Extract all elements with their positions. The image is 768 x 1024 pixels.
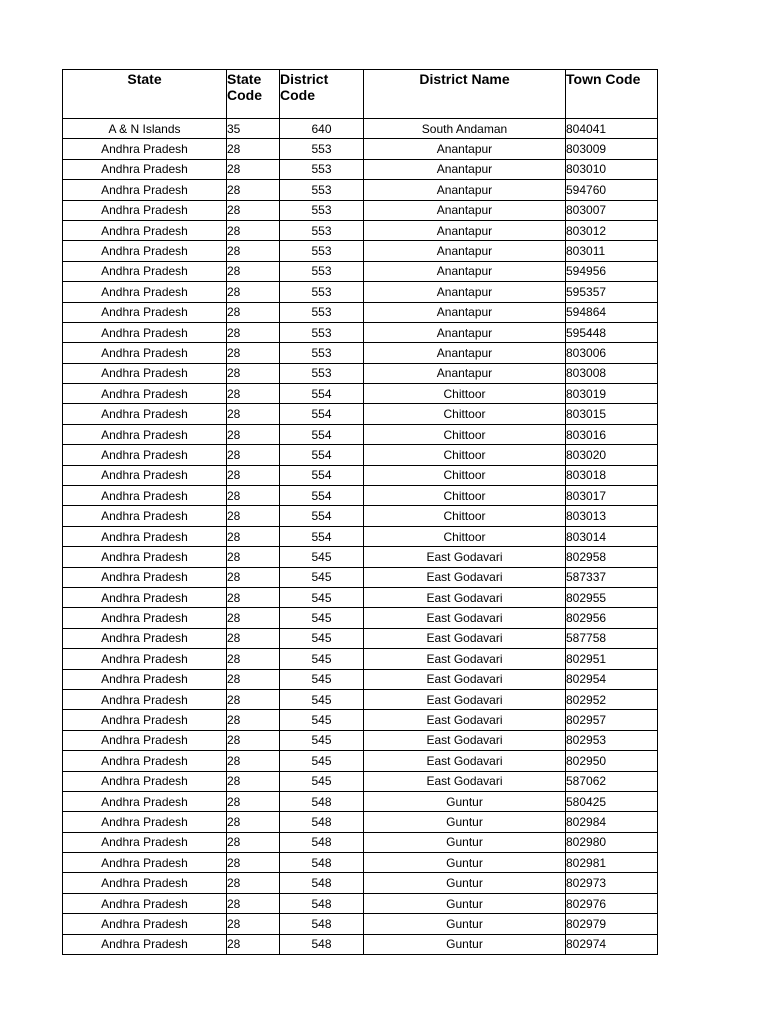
cell-district-name: Guntur [364,914,566,934]
cell-state-code: 28 [227,812,280,832]
cell-district-code: 548 [280,893,364,913]
cell-state-code: 28 [227,567,280,587]
cell-district-name: Chittoor [364,486,566,506]
cell-town-code: 802979 [566,914,658,934]
header-row [63,70,658,119]
cell-district-name: East Godavari [364,710,566,730]
cell-state-code: 28 [227,322,280,342]
table-row [63,914,658,934]
table-row [63,832,658,852]
cell-state: Andhra Pradesh [63,771,227,791]
table-row [63,771,658,791]
cell-state-code: 28 [227,343,280,363]
cell-state: Andhra Pradesh [63,282,227,302]
cell-town-code: 802950 [566,751,658,771]
cell-state-code: 28 [227,608,280,628]
cell-district-code: 553 [280,200,364,220]
cell-district-name: Chittoor [364,465,566,485]
cell-state: Andhra Pradesh [63,159,227,179]
table-row [63,608,658,628]
header-district-name: District Name [364,70,566,119]
cell-town-code: 802952 [566,689,658,709]
cell-state: Andhra Pradesh [63,730,227,750]
cell-state-code: 28 [227,526,280,546]
cell-state-code: 28 [227,159,280,179]
cell-state: Andhra Pradesh [63,322,227,342]
cell-district-name: Chittoor [364,506,566,526]
header-state: State [63,70,227,119]
cell-state: Andhra Pradesh [63,384,227,404]
cell-state: Andhra Pradesh [63,587,227,607]
table-row [63,812,658,832]
header-town-code: Town Code [566,70,658,119]
cell-state: Andhra Pradesh [63,343,227,363]
cell-state: Andhra Pradesh [63,220,227,240]
cell-state-code: 28 [227,751,280,771]
cell-state-code: 28 [227,587,280,607]
table-row [63,180,658,200]
cell-state-code: 28 [227,445,280,465]
cell-district-code: 553 [280,241,364,261]
cell-state: Andhra Pradesh [63,241,227,261]
cell-town-code: 803007 [566,200,658,220]
cell-town-code: 587337 [566,567,658,587]
cell-state: Andhra Pradesh [63,914,227,934]
cell-district-code: 545 [280,587,364,607]
cell-state: Andhra Pradesh [63,465,227,485]
cell-state: Andhra Pradesh [63,791,227,811]
cell-state: Andhra Pradesh [63,751,227,771]
table-row [63,343,658,363]
cell-district-code: 553 [280,282,364,302]
table-row [63,220,658,240]
cell-town-code: 802976 [566,893,658,913]
cell-district-name: Anantapur [364,139,566,159]
cell-town-code: 802954 [566,669,658,689]
cell-state-code: 28 [227,302,280,322]
cell-district-code: 553 [280,139,364,159]
cell-state: Andhra Pradesh [63,261,227,281]
cell-district-code: 545 [280,751,364,771]
table-row [63,649,658,669]
table-row [63,404,658,424]
cell-state: Andhra Pradesh [63,934,227,954]
cell-district-code: 545 [280,771,364,791]
cell-town-code: 803017 [566,486,658,506]
table-row [63,730,658,750]
cell-state: Andhra Pradesh [63,873,227,893]
cell-district-code: 554 [280,424,364,444]
cell-state-code: 28 [227,934,280,954]
table-row [63,526,658,546]
cell-state: Andhra Pradesh [63,608,227,628]
cell-district-name: Anantapur [364,322,566,342]
cell-town-code: 802957 [566,710,658,730]
cell-district-name: Guntur [364,853,566,873]
cell-district-code: 545 [280,710,364,730]
cell-district-code: 553 [280,302,364,322]
table-row [63,200,658,220]
cell-district-code: 545 [280,669,364,689]
table-row [63,710,658,730]
cell-state-code: 28 [227,200,280,220]
cell-district-code: 554 [280,526,364,546]
cell-state-code: 35 [227,119,280,139]
table-row [63,628,658,648]
cell-district-name: Anantapur [364,241,566,261]
table-row [63,567,658,587]
cell-district-name: East Godavari [364,689,566,709]
cell-state: Andhra Pradesh [63,649,227,669]
cell-district-code: 548 [280,832,364,852]
cell-state-code: 28 [227,486,280,506]
cell-state: Andhra Pradesh [63,689,227,709]
cell-state: Andhra Pradesh [63,363,227,383]
cell-town-code: 803020 [566,445,658,465]
cell-town-code: 594956 [566,261,658,281]
cell-state-code: 28 [227,241,280,261]
cell-state: Andhra Pradesh [63,853,227,873]
cell-district-code: 545 [280,689,364,709]
cell-district-code: 545 [280,730,364,750]
cell-district-code: 554 [280,465,364,485]
cell-district-code: 554 [280,486,364,506]
table-row [63,587,658,607]
cell-district-name: Anantapur [364,343,566,363]
cell-state-code: 28 [227,710,280,730]
cell-district-name: East Godavari [364,751,566,771]
table-row [63,853,658,873]
cell-district-name: South Andaman [364,119,566,139]
cell-town-code: 802953 [566,730,658,750]
cell-town-code: 802984 [566,812,658,832]
cell-district-code: 545 [280,649,364,669]
table-body [63,119,658,955]
cell-district-code: 548 [280,873,364,893]
cell-state-code: 28 [227,465,280,485]
cell-district-name: Anantapur [364,180,566,200]
cell-town-code: 802955 [566,587,658,607]
cell-state-code: 28 [227,914,280,934]
cell-town-code: 802980 [566,832,658,852]
table-row [63,669,658,689]
cell-district-code: 553 [280,322,364,342]
cell-town-code: 803006 [566,343,658,363]
cell-district-name: East Godavari [364,771,566,791]
cell-district-code: 554 [280,384,364,404]
cell-district-name: East Godavari [364,730,566,750]
cell-district-name: Anantapur [364,261,566,281]
cell-town-code: 802981 [566,853,658,873]
cell-state: Andhra Pradesh [63,710,227,730]
cell-state-code: 28 [227,139,280,159]
cell-state-code: 28 [227,220,280,240]
cell-town-code: 595357 [566,282,658,302]
cell-state-code: 28 [227,689,280,709]
cell-district-code: 548 [280,812,364,832]
cell-town-code: 802951 [566,649,658,669]
table-row [63,689,658,709]
cell-district-name: Anantapur [364,200,566,220]
cell-district-name: Chittoor [364,445,566,465]
cell-district-name: Guntur [364,893,566,913]
cell-state-code: 28 [227,282,280,302]
cell-state: Andhra Pradesh [63,139,227,159]
cell-state-code: 28 [227,180,280,200]
cell-district-code: 554 [280,445,364,465]
cell-state: Andhra Pradesh [63,812,227,832]
cell-state: Andhra Pradesh [63,832,227,852]
cell-district-name: Guntur [364,873,566,893]
cell-district-code: 548 [280,791,364,811]
cell-town-code: 803009 [566,139,658,159]
cell-state-code: 28 [227,628,280,648]
cell-state: Andhra Pradesh [63,404,227,424]
cell-district-code: 554 [280,404,364,424]
cell-state-code: 28 [227,873,280,893]
cell-state: Andhra Pradesh [63,180,227,200]
cell-town-code: 580425 [566,791,658,811]
cell-state-code: 28 [227,384,280,404]
cell-district-name: Chittoor [364,404,566,424]
cell-district-name: East Godavari [364,608,566,628]
cell-state-code: 28 [227,506,280,526]
table-row [63,791,658,811]
cell-state-code: 28 [227,261,280,281]
header-district-code: District Code [280,70,364,119]
cell-town-code: 803013 [566,506,658,526]
table-row [63,893,658,913]
cell-town-code: 803012 [566,220,658,240]
cell-state: Andhra Pradesh [63,893,227,913]
cell-district-code: 554 [280,506,364,526]
cell-district-name: East Godavari [364,567,566,587]
cell-state: Andhra Pradesh [63,424,227,444]
table-row [63,384,658,404]
cell-district-name: Chittoor [364,424,566,444]
table-row [63,363,658,383]
table-row [63,486,658,506]
cell-state: Andhra Pradesh [63,567,227,587]
cell-state-code: 28 [227,424,280,444]
cell-district-name: Guntur [364,791,566,811]
cell-district-code: 553 [280,220,364,240]
cell-town-code: 802958 [566,547,658,567]
cell-district-code: 553 [280,159,364,179]
table-row [63,465,658,485]
cell-state: Andhra Pradesh [63,669,227,689]
cell-state-code: 28 [227,771,280,791]
cell-town-code: 803014 [566,526,658,546]
cell-town-code: 587062 [566,771,658,791]
cell-district-name: East Godavari [364,587,566,607]
cell-town-code: 804041 [566,119,658,139]
table-row [63,261,658,281]
cell-state: Andhra Pradesh [63,200,227,220]
table-row [63,322,658,342]
cell-state-code: 28 [227,363,280,383]
table-row [63,302,658,322]
cell-district-code: 640 [280,119,364,139]
cell-town-code: 802974 [566,934,658,954]
cell-state: Andhra Pradesh [63,628,227,648]
cell-district-code: 545 [280,547,364,567]
table-row [63,934,658,954]
cell-district-name: East Godavari [364,628,566,648]
table-row [63,119,658,139]
cell-district-name: Chittoor [364,526,566,546]
cell-district-code: 548 [280,934,364,954]
cell-town-code: 594760 [566,180,658,200]
cell-district-name: Guntur [364,934,566,954]
town-code-table [62,69,658,955]
cell-town-code: 595448 [566,322,658,342]
cell-district-code: 553 [280,261,364,281]
cell-district-code: 553 [280,343,364,363]
cell-state-code: 28 [227,853,280,873]
cell-state-code: 28 [227,730,280,750]
cell-state: Andhra Pradesh [63,526,227,546]
cell-town-code: 803018 [566,465,658,485]
cell-district-name: Anantapur [364,282,566,302]
cell-district-name: Anantapur [364,302,566,322]
cell-town-code: 803010 [566,159,658,179]
cell-town-code: 803019 [566,384,658,404]
table-row [63,159,658,179]
cell-town-code: 803011 [566,241,658,261]
cell-district-name: East Godavari [364,547,566,567]
cell-state-code: 28 [227,547,280,567]
table-row [63,873,658,893]
table-row [63,506,658,526]
cell-state: Andhra Pradesh [63,486,227,506]
cell-state: Andhra Pradesh [63,506,227,526]
table-row [63,424,658,444]
cell-town-code: 802956 [566,608,658,628]
cell-district-name: Anantapur [364,220,566,240]
cell-state-code: 28 [227,791,280,811]
cell-state-code: 28 [227,649,280,669]
cell-state-code: 28 [227,832,280,852]
table-row [63,139,658,159]
cell-town-code: 594864 [566,302,658,322]
cell-state-code: 28 [227,669,280,689]
header-state-code: State Code [227,70,280,119]
cell-state-code: 28 [227,893,280,913]
table-row [63,547,658,567]
table-row [63,445,658,465]
cell-state: A & N Islands [63,119,227,139]
cell-district-name: Anantapur [364,363,566,383]
cell-town-code: 803008 [566,363,658,383]
cell-district-name: Guntur [364,812,566,832]
cell-district-name: Anantapur [364,159,566,179]
cell-district-code: 545 [280,608,364,628]
cell-district-code: 548 [280,853,364,873]
cell-district-name: East Godavari [364,649,566,669]
cell-town-code: 587758 [566,628,658,648]
cell-district-name: East Godavari [364,669,566,689]
cell-state: Andhra Pradesh [63,547,227,567]
cell-town-code: 802973 [566,873,658,893]
table-header [63,70,658,119]
cell-district-name: Chittoor [364,384,566,404]
cell-town-code: 803016 [566,424,658,444]
cell-district-code: 545 [280,628,364,648]
cell-district-code: 545 [280,567,364,587]
cell-district-code: 553 [280,180,364,200]
cell-district-code: 548 [280,914,364,934]
cell-district-name: Guntur [364,832,566,852]
cell-state: Andhra Pradesh [63,445,227,465]
cell-state-code: 28 [227,404,280,424]
table-row [63,241,658,261]
table-row [63,282,658,302]
table-row [63,751,658,771]
cell-town-code: 803015 [566,404,658,424]
cell-district-code: 553 [280,363,364,383]
cell-state: Andhra Pradesh [63,302,227,322]
